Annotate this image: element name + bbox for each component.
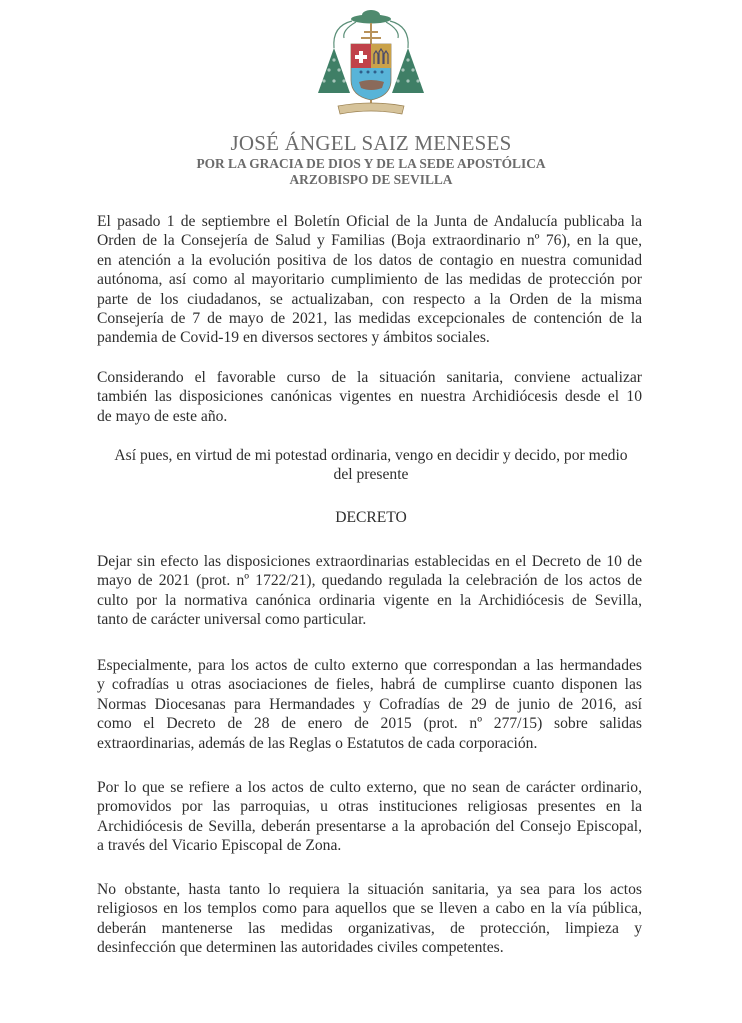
text-line: pandemia de Covid-19 en diversos sectores y ámbitos sociales.	[97, 329, 490, 347]
shield-icon	[351, 44, 391, 100]
text-line: promovidos por las parroquias, u otras instituciones religiosas presentes en la	[97, 798, 642, 816]
galero-hat-icon	[351, 10, 391, 24]
header-title-archbishop: ARZOBISPO DE SEVILLA	[289, 172, 453, 187]
text-line: Archidiócesis de Sevilla, deberán presentarse a la aprobación del Consejo Episcopal,	[97, 817, 642, 835]
text-line: Así pues, en virtud de mi potestad ordinaria, vengo en decidir y decido, por medio	[114, 447, 628, 464]
text-line: Por lo que se refiere a los actos de culto externo, que no sean de carácter ordinario,	[97, 779, 642, 796]
paragraph-no-obstante	[97, 880, 642, 958]
text-line: Considerando el favorable curso de la situación sanitaria, conviene actualizar	[97, 369, 642, 386]
paragraph-boja-announcement	[97, 212, 642, 348]
paragraph-hermandades	[97, 656, 642, 753]
paragraph-culto-externo	[97, 778, 642, 856]
text-line: y cofradías u otras asociaciones de fieles, habrá de cumplirse cuanto disponen las	[97, 676, 642, 694]
text-line: parte de los ciudadanos, se actualizaban, con respecto a la Orden de la misma	[97, 290, 642, 308]
text-line: del presente	[333, 466, 409, 484]
text-line: deberán mantenerse las medidas organizativas, de protección, limpieza y	[97, 919, 642, 937]
text-line: Dejar sin efecto las disposiciones extraordinarias establecidas en el Decreto de 10 de	[97, 553, 642, 570]
text-line: El pasado 1 de septiembre el Boletín Oficial de la Junta de Andalucía publicaba la	[97, 213, 642, 230]
text-line: tanto de carácter universal como particular.	[97, 611, 367, 629]
paragraph-dejar-sin-efecto	[97, 552, 642, 630]
header-subtitle: POR LA GRACIA DE DIOS Y DE LA SEDE APOSTÓLICA	[196, 156, 546, 171]
text-line: religiosos en los templos como para aquellos que se lleven a cabo en la vía pública,	[97, 900, 642, 918]
coat-of-arms-emblem	[312, 8, 430, 120]
decree-title: DECRETO	[335, 509, 407, 526]
text-line: Especialmente, para los actos de culto externo que correspondan a las hermandades	[97, 657, 642, 674]
text-line: también las disposiciones canónicas vigentes en nuestra Archidiócesis desde el 10	[97, 388, 642, 406]
text-line: Orden de la Consejería de Salud y Familias (Boja extraordinario nº 76), en la que,	[97, 232, 642, 250]
paragraph-considerando	[97, 368, 642, 426]
text-line: No obstante, hasta tanto lo requiera la situación sanitaria, ya sea para los actos	[97, 881, 642, 898]
archbishop-name: JOSÉ ÁNGEL SAIZ MENESES	[230, 131, 512, 155]
text-line: mayo de 2021 (prot. nº 1722/21), quedando regulada la celebración de los actos de	[97, 572, 642, 590]
text-line: Consejería de 7 de mayo de 2021, las medidas excepcionales de contención de la	[97, 309, 642, 327]
text-line: como el Decreto de 28 de enero de 2015 (prot. nº 277/15) sobre salidas	[97, 715, 642, 733]
text-line: autónoma, así como al mayoritario cumplimiento de las medidas de protección por	[97, 271, 642, 289]
text-line: culto por la normativa canónica ordinaria vigente en la Archidiócesis de Sevilla,	[97, 591, 642, 609]
text-line: Normas Diocesanas para Hermandades y Cofradías de 29 de junio de 2016, así	[97, 695, 642, 713]
paragraph-decision	[90, 446, 652, 485]
text-line: de mayo de este año.	[97, 407, 228, 425]
motto-scroll-icon	[338, 103, 404, 114]
text-line: a través del Vicario Episcopal de Zona.	[97, 837, 342, 855]
text-line: extraordinarias, además de las Reglas o Estatutos de cada corporación.	[97, 734, 538, 752]
text-line: desinfección que determinen las autoridades civiles competentes.	[97, 939, 504, 957]
text-line: en atención a la evolución positiva de los datos de contagio en nuestra comunidad	[97, 251, 642, 269]
